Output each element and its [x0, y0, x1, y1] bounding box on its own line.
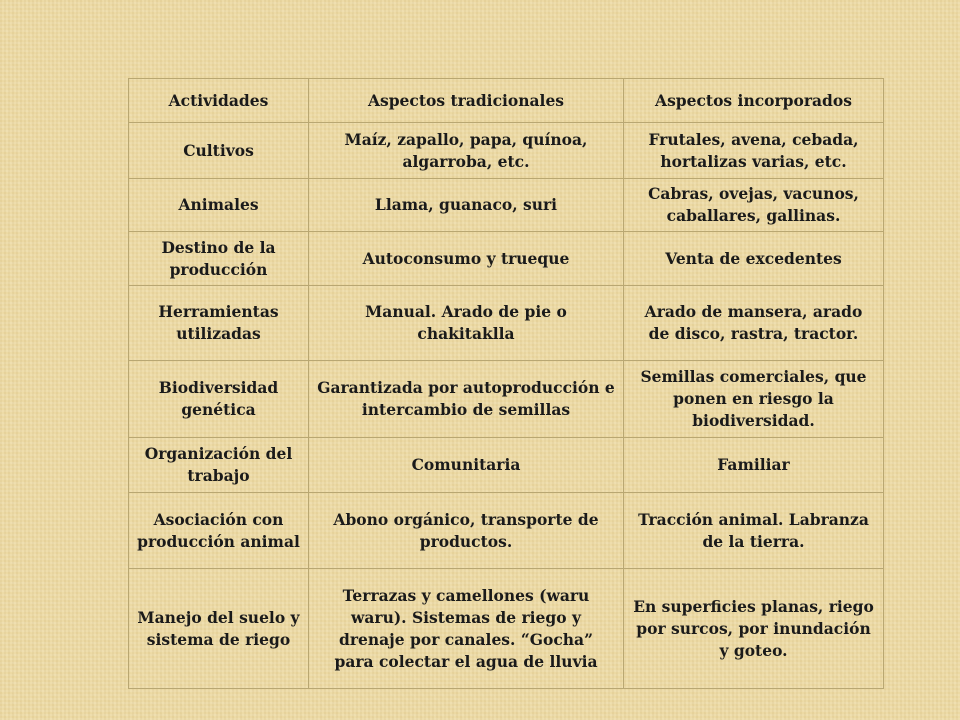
table-row	[129, 123, 884, 179]
header-row	[129, 79, 884, 123]
table-row	[129, 438, 884, 493]
traditional-cell: Comunitaria	[309, 438, 624, 493]
traditional-cell: Llama, guanaco, suri	[309, 179, 624, 232]
row-label-cell: Destino de la producción	[129, 232, 309, 286]
header-cell-aspectos-tradicionales: Aspectos tradicionales	[309, 79, 624, 123]
table-row	[129, 493, 884, 569]
row-label-cell: Cultivos	[129, 123, 309, 179]
header-cell-aspectos-incorporados: Aspectos incorporados	[624, 79, 884, 123]
incorporated-cell: Familiar	[624, 438, 884, 493]
row-label-cell: Animales	[129, 179, 309, 232]
traditional-cell: Abono orgánico, transporte de productos.	[309, 493, 624, 569]
traditional-cell: Garantizada por autoproducción e intercambio de semillas	[309, 361, 624, 438]
incorporated-cell: Frutales, avena, cebada, hortalizas varias, etc.	[624, 123, 884, 179]
table-row	[129, 232, 884, 286]
table-row	[129, 361, 884, 438]
header-cell-actividades: Actividades	[129, 79, 309, 123]
traditional-cell: Manual. Arado de pie o chakitaklla	[309, 286, 624, 361]
row-label-cell: Manejo del suelo y sistema de riego	[129, 569, 309, 689]
row-label-cell: Organización del trabajo	[129, 438, 309, 493]
row-label-cell: Asociación con producción animal	[129, 493, 309, 569]
table-row	[129, 286, 884, 361]
incorporated-cell: Cabras, ovejas, vacunos, caballares, gallinas.	[624, 179, 884, 232]
incorporated-cell: Tracción animal. Labranza de la tierra.	[624, 493, 884, 569]
traditional-cell: Autoconsumo y trueque	[309, 232, 624, 286]
incorporated-cell: Semillas comerciales, que ponen en riesgo la biodiversidad.	[624, 361, 884, 438]
table-row	[129, 569, 884, 689]
row-label-cell: Biodiversidad genética	[129, 361, 309, 438]
table-row	[129, 179, 884, 232]
traditional-cell: Maíz, zapallo, papa, quínoa, algarroba, etc.	[309, 123, 624, 179]
row-label-cell: Herramientas utilizadas	[129, 286, 309, 361]
traditional-cell: Terrazas y camellones (waru waru). Sistemas de riego y drenaje por canales. “Gocha” para colectar el agua de lluvia	[309, 569, 624, 689]
comparison-table	[128, 78, 884, 689]
incorporated-cell: En superficies planas, riego por surcos, por inundación y goteo.	[624, 569, 884, 689]
incorporated-cell: Arado de mansera, arado de disco, rastra, tractor.	[624, 286, 884, 361]
incorporated-cell: Venta de excedentes	[624, 232, 884, 286]
